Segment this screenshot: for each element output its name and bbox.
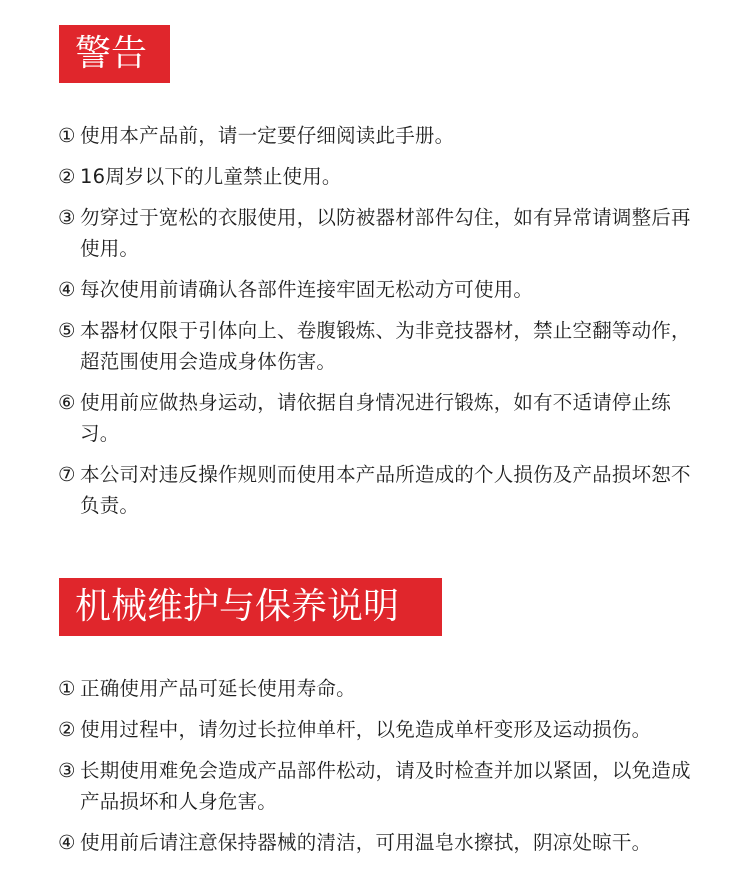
item-text: 使用前后请注意保持器械的清洁，可用温皂水擦拭，阴凉处晾干。 — [80, 831, 652, 854]
item-text: 使用前应做热身运动，请依据自身情况进行锻炼，如有不适请停止练习。 — [80, 391, 672, 445]
item-text: 每次使用前请确认各部件连接牢固无松动方可使用。 — [80, 278, 534, 301]
warning-item-2 — [58, 161, 708, 192]
warning-item-4 — [58, 274, 708, 305]
item-number: ⑤ — [58, 319, 76, 342]
item-number: ④ — [58, 278, 76, 301]
warning-item-1 — [58, 120, 708, 151]
item-text: 使用本产品前，请一定要仔细阅读此手册。 — [80, 124, 455, 147]
item-text: 使用过程中，请勿过长拉伸单杆，以免造成单杆变形及运动损伤。 — [80, 718, 652, 741]
item-number: ② — [58, 718, 76, 741]
item-text: 本公司对违反操作规则而使用本产品所造成的个人损伤及产品损坏恕不负责。 — [80, 463, 691, 517]
maintenance-item-2 — [58, 714, 708, 745]
maintenance-item-4 — [58, 827, 708, 858]
warning-item-5 — [58, 315, 708, 377]
maintenance-item-1 — [58, 673, 708, 704]
item-number: ② — [58, 165, 76, 188]
warning-section-title: 警告 — [59, 25, 170, 83]
item-number: ① — [58, 124, 76, 147]
item-number: ① — [58, 677, 76, 700]
item-number: ④ — [58, 831, 76, 854]
item-text: 长期使用难免会造成产品部件松动，请及时检查并加以紧固，以免造成产品损坏和人身危害。 — [80, 759, 691, 813]
maintenance-list — [58, 673, 708, 868]
maintenance-section-title: 机械维护与保养说明 — [59, 578, 442, 636]
item-number: ⑥ — [58, 391, 76, 414]
item-number: ⑦ — [58, 463, 76, 486]
item-text: 正确使用产品可延长使用寿命。 — [80, 677, 356, 700]
maintenance-item-3 — [58, 755, 708, 817]
item-text: 本器材仅限于引体向上、卷腹锻炼、为非竞技器材，禁止空翻等动作，超范围使用会造成身体伤害。 — [80, 319, 691, 373]
item-number: ③ — [58, 759, 76, 782]
warning-item-6 — [58, 387, 708, 449]
warning-item-7 — [58, 459, 708, 521]
item-text: 勿穿过于宽松的衣服使用，以防被器材部件勾住，如有异常请调整后再使用。 — [80, 206, 691, 260]
warning-list — [58, 120, 708, 531]
item-text: 16周岁以下的儿童禁止使用。 — [80, 165, 342, 188]
item-number: ③ — [58, 206, 76, 229]
warning-item-3 — [58, 202, 708, 264]
